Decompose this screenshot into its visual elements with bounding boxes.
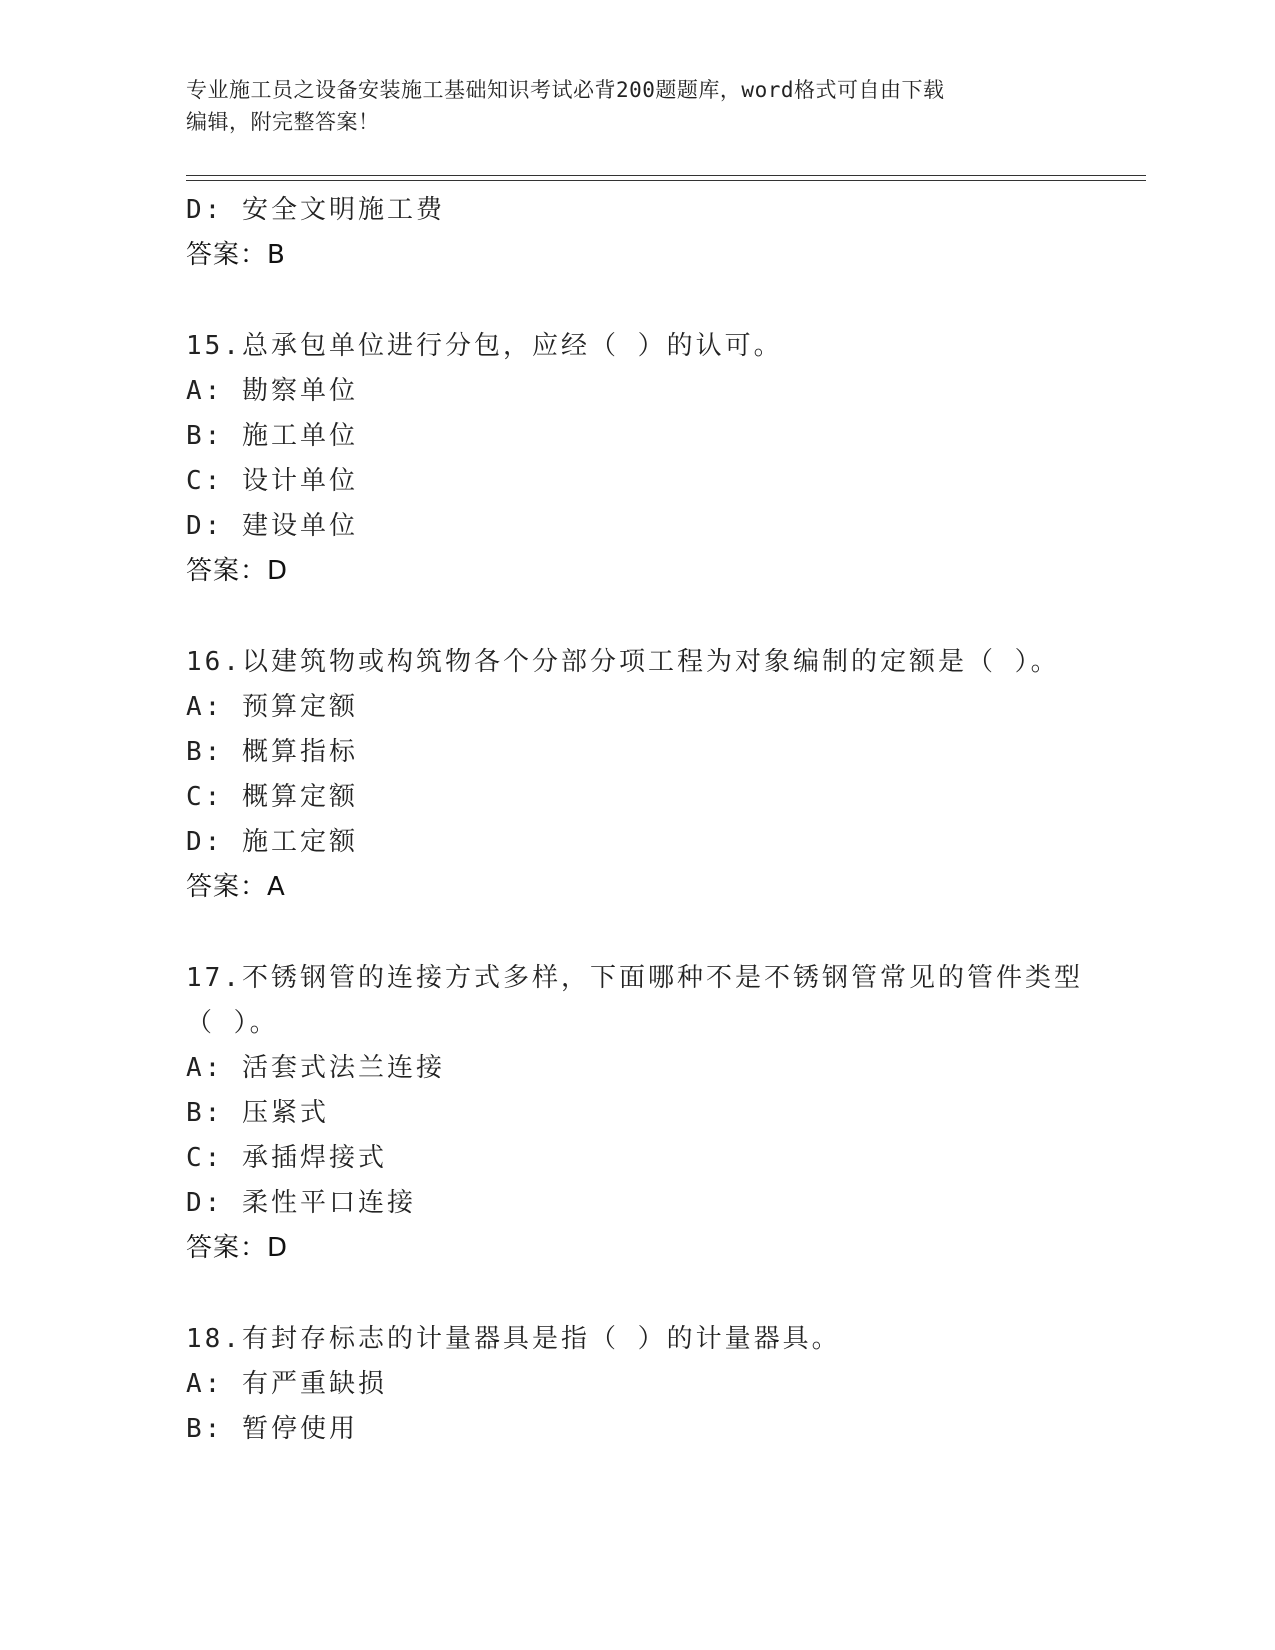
option-b: B: 概算指标	[186, 737, 358, 767]
option-a: A: 预算定额	[186, 692, 358, 722]
option-a: A: 有严重缺损	[186, 1369, 387, 1399]
header-rule-bottom	[186, 180, 1146, 181]
option-d: D: 安全文明施工费	[186, 195, 445, 225]
answer-line: 答案：D	[186, 1233, 289, 1263]
question-17	[186, 956, 1086, 1271]
question-18	[186, 1317, 1086, 1452]
header-line-1: 专业施工员之设备安装施工基础知识考试必背200题题库，word格式可自由下载	[186, 78, 945, 102]
option-b: B: 暂停使用	[186, 1414, 358, 1444]
option-c: C: 设计单位	[186, 466, 358, 496]
spacer	[186, 594, 1086, 640]
option-b: B: 施工单位	[186, 421, 358, 451]
option-b: B: 压紧式	[186, 1098, 329, 1128]
previous-question-tail	[186, 188, 1086, 278]
option-c: C: 概算定额	[186, 782, 358, 812]
answer-line: 答案：B	[186, 240, 286, 270]
option-d: D: 施工定额	[186, 827, 358, 857]
question-text-line-2: （ ）。	[186, 1008, 279, 1038]
option-c: C: 承插焊接式	[186, 1143, 387, 1173]
question-text: 18.有封存标志的计量器具是指（ ）的计量器具。	[186, 1324, 841, 1354]
option-d: D: 柔性平口连接	[186, 1188, 416, 1218]
header-line-2: 编辑，附完整答案！	[186, 110, 380, 134]
question-text: 15.总承包单位进行分包，应经（ ）的认可。	[186, 331, 783, 361]
option-a: A: 勘察单位	[186, 376, 358, 406]
spacer	[186, 910, 1086, 956]
option-a: A: 活套式法兰连接	[186, 1053, 445, 1083]
spacer	[186, 1271, 1086, 1317]
option-d: D: 建设单位	[186, 511, 358, 541]
question-16	[186, 640, 1086, 910]
answer-line: 答案：A	[186, 872, 286, 902]
document-header	[186, 74, 1066, 138]
question-content	[186, 188, 1086, 1452]
spacer	[186, 278, 1086, 324]
header-rule-top	[186, 175, 1146, 176]
question-15	[186, 324, 1086, 594]
question-text: 16.以建筑物或构筑物各个分部分项工程为对象编制的定额是（ ）。	[186, 647, 1060, 677]
question-text-line-1: 17.不锈钢管的连接方式多样，下面哪种不是不锈钢管常见的管件类型	[186, 963, 1083, 993]
answer-line: 答案：D	[186, 556, 289, 586]
